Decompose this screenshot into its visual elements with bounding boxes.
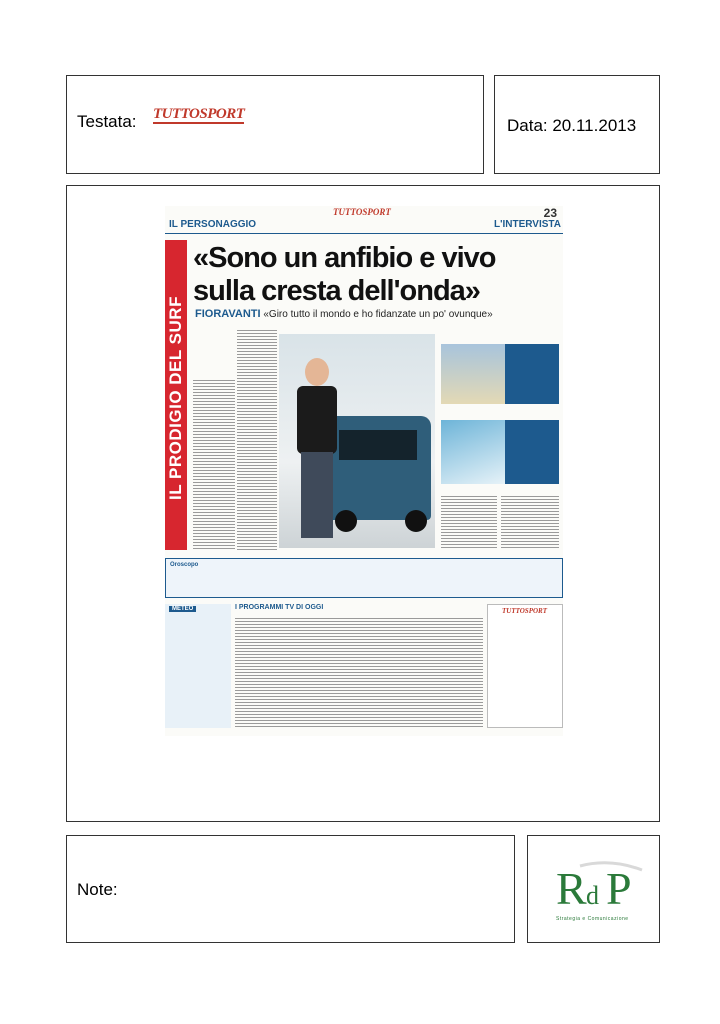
rdp-logo [550, 856, 646, 912]
person-legs [301, 452, 333, 538]
vertical-banner-text: IL PRODIGIO DEL SURF [166, 296, 185, 500]
text-column [501, 494, 559, 550]
tuttosport-logo: TUTTOSPORT [153, 106, 245, 122]
subheadline-name: FIORAVANTI [195, 308, 261, 320]
svg-text:R: R [556, 863, 587, 912]
testata-label: Testata: [77, 112, 137, 131]
surfer-photo [279, 334, 435, 548]
text-column [193, 378, 235, 550]
article-headline: «Sono un anfibio e vivo sulla cresta dell'onda» [193, 242, 496, 307]
article-subheadline [195, 308, 563, 320]
person-body [297, 386, 337, 454]
section-label-left: IL PERSONAGGIO [169, 219, 257, 230]
note-label: Note: [77, 880, 118, 899]
van-wheel [335, 510, 357, 532]
text-column [237, 328, 277, 550]
weather-map [165, 604, 231, 728]
horoscope-strip [165, 558, 563, 598]
svg-text:d: d [586, 881, 599, 910]
meteo-title: METEO [169, 606, 196, 612]
van-wheel [405, 510, 427, 532]
rdp-tagline: Strategia e Comunicazione [556, 916, 629, 922]
tv-listings-title: I PROGRAMMI TV DI OGGI [235, 604, 324, 611]
tv-listings-grid [235, 616, 483, 728]
van-window [339, 430, 417, 460]
date-box [494, 75, 660, 174]
ad-logo: TUTTOSPORT [502, 607, 547, 615]
svg-text:P: P [606, 863, 632, 912]
side-photo-surfer-beach [441, 344, 505, 404]
article-clipping-box [66, 185, 660, 822]
newspaper-masthead-logo: TUTTOSPORT [333, 207, 391, 217]
newspaper-top-bar [165, 206, 563, 234]
horoscope-title: Oroscopo [170, 562, 199, 568]
subheadline-text: «Giro tutto il mondo e ho fidanzate un po' ovunque» [263, 309, 493, 320]
rdp-logo-box [527, 835, 660, 943]
date-text: Data: 20.11.2013 [507, 116, 637, 135]
page-number: 23 [543, 206, 557, 220]
blue-info-box [505, 344, 559, 404]
section-label-right: L'INTERVISTA [493, 219, 561, 230]
note-box [66, 835, 515, 943]
tuttosport-ad-box [487, 604, 563, 728]
vertical-red-banner [165, 240, 187, 550]
text-column [441, 494, 497, 550]
newspaper-page-image [165, 206, 563, 736]
tv-listings-section [165, 604, 563, 728]
testata-box [66, 75, 484, 174]
person-head [305, 358, 329, 386]
blue-info-box [505, 420, 559, 484]
side-photo-surfer-wave [441, 420, 505, 484]
